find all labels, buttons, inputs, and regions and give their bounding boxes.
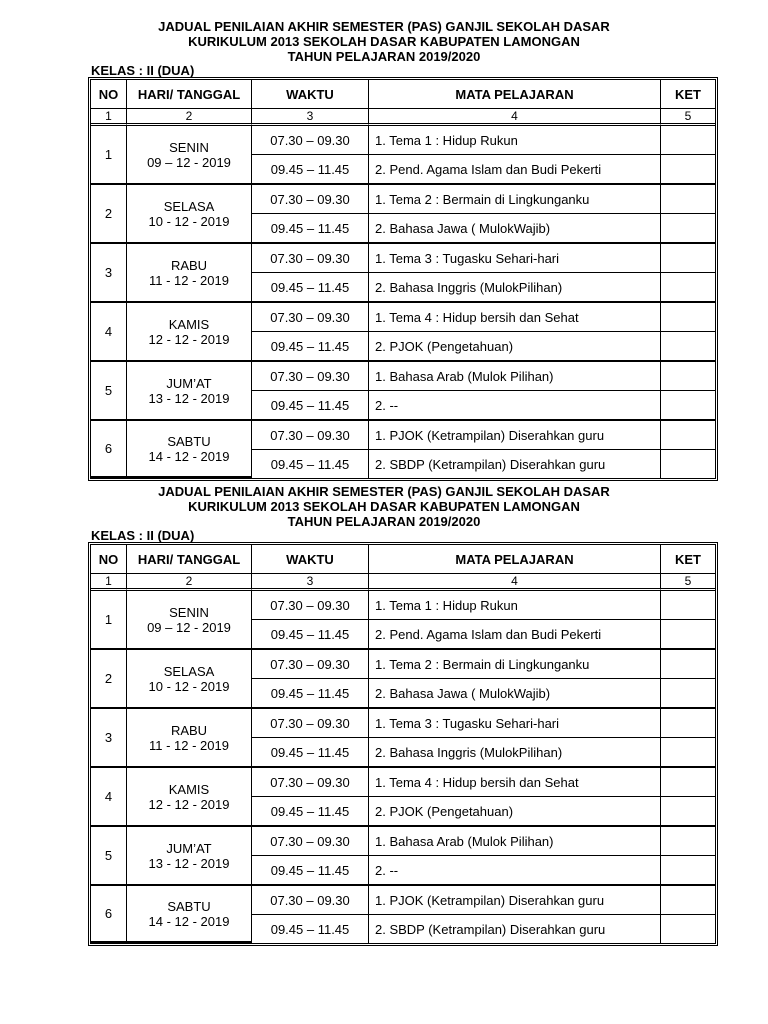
row-number: 1 bbox=[91, 126, 127, 185]
class-label: KELAS : II (DUA) bbox=[91, 528, 195, 543]
time-slot: 09.45 – 11.45 bbox=[252, 450, 369, 478]
note-cell bbox=[661, 391, 715, 421]
note-cell bbox=[661, 155, 715, 185]
subject: 2. Bahasa Inggris (MulokPilihan) bbox=[369, 738, 661, 768]
day-name: KAMIS bbox=[168, 316, 210, 332]
header-row bbox=[91, 80, 715, 109]
subject: 1. Tema 2 : Bermain di Lingkunganku bbox=[369, 185, 661, 214]
day-name: KAMIS bbox=[168, 781, 210, 797]
column-number: 2 bbox=[127, 109, 252, 126]
header-day-date: HARI/ TANGGAL bbox=[127, 545, 252, 574]
exam-date: 12 - 12 - 2019 bbox=[148, 331, 230, 347]
day-date-cell bbox=[127, 591, 252, 650]
time-slot: 09.45 – 11.45 bbox=[252, 738, 369, 768]
subject: 1. Bahasa Arab (Mulok Pilihan) bbox=[369, 827, 661, 856]
exam-date: 09 – 12 - 2019 bbox=[147, 619, 231, 635]
subject: 2. -- bbox=[369, 856, 661, 886]
column-number: 3 bbox=[252, 109, 369, 126]
day-name: RABU bbox=[170, 257, 208, 273]
row-number: 6 bbox=[91, 421, 127, 478]
schedule-table bbox=[90, 79, 716, 479]
day-date-cell bbox=[127, 244, 252, 303]
column-number: 4 bbox=[369, 574, 661, 591]
day-date-cell bbox=[127, 185, 252, 244]
subject: 1. PJOK (Ketrampilan) Diserahkan guru bbox=[369, 421, 661, 450]
time-slot: 09.45 – 11.45 bbox=[252, 797, 369, 827]
column-number: 1 bbox=[91, 574, 127, 591]
exam-date: 11 - 12 - 2019 bbox=[149, 737, 229, 753]
time-slot: 07.30 – 09.30 bbox=[252, 827, 369, 856]
note-cell bbox=[661, 886, 715, 915]
exam-date: 13 - 12 - 2019 bbox=[148, 390, 230, 406]
subject: 1. Tema 3 : Tugasku Sehari-hari bbox=[369, 709, 661, 738]
day-date-cell bbox=[127, 827, 252, 886]
note-cell bbox=[661, 915, 715, 943]
subject: 1. Tema 4 : Hidup bersih dan Sehat bbox=[369, 768, 661, 797]
note-cell bbox=[661, 303, 715, 332]
table-row bbox=[91, 886, 715, 915]
subject: 2. SBDP (Ketrampilan) Diserahkan guru bbox=[369, 915, 661, 943]
exam-date: 10 - 12 - 2019 bbox=[148, 678, 230, 694]
day-name: JUM’AT bbox=[166, 375, 212, 391]
exam-date: 14 - 12 - 2019 bbox=[148, 448, 230, 464]
row-number: 1 bbox=[91, 591, 127, 650]
subject: 2. Pend. Agama Islam dan Budi Pekerti bbox=[369, 155, 661, 185]
column-number: 1 bbox=[91, 109, 127, 126]
column-number: 3 bbox=[252, 574, 369, 591]
table-row bbox=[91, 185, 715, 214]
subject: 2. Bahasa Jawa ( MulokWajib) bbox=[369, 214, 661, 244]
header-note: KET bbox=[661, 80, 715, 109]
day-date-cell bbox=[127, 421, 252, 478]
subject: 1. Tema 1 : Hidup Rukun bbox=[369, 591, 661, 620]
schedule-sheet bbox=[0, 484, 768, 937]
day-name: RABU bbox=[170, 722, 208, 738]
row-number: 5 bbox=[91, 827, 127, 886]
day-date-cell bbox=[127, 768, 252, 827]
day-name: SENIN bbox=[169, 604, 209, 620]
time-slot: 07.30 – 09.30 bbox=[252, 886, 369, 915]
schedule-sheet bbox=[0, 19, 768, 472]
day-date-cell bbox=[127, 303, 252, 362]
subject: 1. Tema 4 : Hidup bersih dan Sehat bbox=[369, 303, 661, 332]
note-cell bbox=[661, 450, 715, 478]
note-cell bbox=[661, 591, 715, 620]
schedule-table bbox=[90, 544, 716, 944]
header-note: KET bbox=[661, 545, 715, 574]
note-cell bbox=[661, 273, 715, 303]
day-date-cell bbox=[127, 126, 252, 185]
subject: 1. Tema 1 : Hidup Rukun bbox=[369, 126, 661, 155]
row-number: 2 bbox=[91, 185, 127, 244]
note-cell bbox=[661, 214, 715, 244]
day-name: SELASA bbox=[163, 663, 215, 679]
row-number: 4 bbox=[91, 768, 127, 827]
time-slot: 07.30 – 09.30 bbox=[252, 244, 369, 273]
subject: 2. -- bbox=[369, 391, 661, 421]
time-slot: 07.30 – 09.30 bbox=[252, 591, 369, 620]
table-row bbox=[91, 650, 715, 679]
title-line-1: JADUAL PENILAIAN AKHIR SEMESTER (PAS) GANJIL SEKOLAH DASAR bbox=[158, 19, 610, 34]
time-slot: 07.30 – 09.30 bbox=[252, 362, 369, 391]
table-row bbox=[91, 362, 715, 391]
time-slot: 09.45 – 11.45 bbox=[252, 391, 369, 421]
title-line-2: KURIKULUM 2013 SEKOLAH DASAR KABUPATEN LAMONGAN bbox=[188, 499, 580, 514]
note-cell bbox=[661, 709, 715, 738]
table-row bbox=[91, 421, 715, 450]
day-name: SABTU bbox=[167, 898, 211, 914]
title-line-3: TAHUN PELAJARAN 2019/2020 bbox=[287, 49, 481, 64]
column-number: 2 bbox=[127, 574, 252, 591]
time-slot: 09.45 – 11.45 bbox=[252, 155, 369, 185]
day-date-cell bbox=[127, 362, 252, 421]
column-number: 4 bbox=[369, 109, 661, 126]
time-slot: 07.30 – 09.30 bbox=[252, 768, 369, 797]
time-slot: 07.30 – 09.30 bbox=[252, 185, 369, 214]
row-number: 3 bbox=[91, 244, 127, 303]
row-number: 5 bbox=[91, 362, 127, 421]
day-name: SELASA bbox=[163, 198, 215, 214]
row-number: 6 bbox=[91, 886, 127, 943]
day-date-cell bbox=[127, 886, 252, 943]
note-cell bbox=[661, 362, 715, 391]
table-row bbox=[91, 303, 715, 332]
time-slot: 09.45 – 11.45 bbox=[252, 273, 369, 303]
note-cell bbox=[661, 185, 715, 214]
note-cell bbox=[661, 827, 715, 856]
header-row bbox=[91, 545, 715, 574]
table-row bbox=[91, 768, 715, 797]
class-label: KELAS : II (DUA) bbox=[91, 63, 195, 78]
row-number: 3 bbox=[91, 709, 127, 768]
note-cell bbox=[661, 244, 715, 273]
note-cell bbox=[661, 650, 715, 679]
day-name: JUM’AT bbox=[166, 840, 212, 856]
header-day-date: HARI/ TANGGAL bbox=[127, 80, 252, 109]
header-no: NO bbox=[91, 80, 127, 109]
note-cell bbox=[661, 856, 715, 886]
column-number-row bbox=[91, 574, 715, 591]
time-slot: 09.45 – 11.45 bbox=[252, 332, 369, 362]
time-slot: 09.45 – 11.45 bbox=[252, 856, 369, 886]
header-time: WAKTU bbox=[252, 80, 369, 109]
note-cell bbox=[661, 421, 715, 450]
table-row bbox=[91, 591, 715, 620]
day-date-cell bbox=[127, 650, 252, 709]
title-line-2: KURIKULUM 2013 SEKOLAH DASAR KABUPATEN LAMONGAN bbox=[188, 34, 580, 49]
note-cell bbox=[661, 679, 715, 709]
note-cell bbox=[661, 126, 715, 155]
subject: 1. Tema 3 : Tugasku Sehari-hari bbox=[369, 244, 661, 273]
time-slot: 09.45 – 11.45 bbox=[252, 214, 369, 244]
header-subject: MATA PELAJARAN bbox=[369, 545, 661, 574]
row-number: 4 bbox=[91, 303, 127, 362]
time-slot: 07.30 – 09.30 bbox=[252, 126, 369, 155]
title-line-1: JADUAL PENILAIAN AKHIR SEMESTER (PAS) GANJIL SEKOLAH DASAR bbox=[158, 484, 610, 499]
column-number: 5 bbox=[661, 574, 715, 591]
subject: 2. PJOK (Pengetahuan) bbox=[369, 797, 661, 827]
title-line-3: TAHUN PELAJARAN 2019/2020 bbox=[287, 514, 481, 529]
exam-date: 10 - 12 - 2019 bbox=[148, 213, 230, 229]
column-number-row bbox=[91, 109, 715, 126]
subject: 1. Tema 2 : Bermain di Lingkunganku bbox=[369, 650, 661, 679]
note-cell bbox=[661, 332, 715, 362]
subject: 2. Bahasa Jawa ( MulokWajib) bbox=[369, 679, 661, 709]
day-date-cell bbox=[127, 709, 252, 768]
subject: 2. PJOK (Pengetahuan) bbox=[369, 332, 661, 362]
table-row bbox=[91, 126, 715, 155]
exam-date: 13 - 12 - 2019 bbox=[148, 855, 230, 871]
day-name: SABTU bbox=[167, 433, 211, 449]
header-subject: MATA PELAJARAN bbox=[369, 80, 661, 109]
day-name: SENIN bbox=[169, 139, 209, 155]
exam-date: 12 - 12 - 2019 bbox=[148, 796, 230, 812]
note-cell bbox=[661, 620, 715, 650]
header-no: NO bbox=[91, 545, 127, 574]
table-row bbox=[91, 709, 715, 738]
time-slot: 07.30 – 09.30 bbox=[252, 421, 369, 450]
exam-date: 11 - 12 - 2019 bbox=[149, 272, 229, 288]
subject: 1. PJOK (Ketrampilan) Diserahkan guru bbox=[369, 886, 661, 915]
time-slot: 07.30 – 09.30 bbox=[252, 709, 369, 738]
subject: 2. Pend. Agama Islam dan Budi Pekerti bbox=[369, 620, 661, 650]
subject: 2. Bahasa Inggris (MulokPilihan) bbox=[369, 273, 661, 303]
table-row bbox=[91, 827, 715, 856]
row-number: 2 bbox=[91, 650, 127, 709]
time-slot: 07.30 – 09.30 bbox=[252, 303, 369, 332]
time-slot: 09.45 – 11.45 bbox=[252, 679, 369, 709]
time-slot: 07.30 – 09.30 bbox=[252, 650, 369, 679]
time-slot: 09.45 – 11.45 bbox=[252, 620, 369, 650]
subject: 2. SBDP (Ketrampilan) Diserahkan guru bbox=[369, 450, 661, 478]
note-cell bbox=[661, 797, 715, 827]
note-cell bbox=[661, 738, 715, 768]
note-cell bbox=[661, 768, 715, 797]
table-row bbox=[91, 244, 715, 273]
exam-date: 14 - 12 - 2019 bbox=[148, 913, 230, 929]
subject: 1. Bahasa Arab (Mulok Pilihan) bbox=[369, 362, 661, 391]
time-slot: 09.45 – 11.45 bbox=[252, 915, 369, 943]
column-number: 5 bbox=[661, 109, 715, 126]
exam-date: 09 – 12 - 2019 bbox=[147, 154, 231, 170]
header-time: WAKTU bbox=[252, 545, 369, 574]
